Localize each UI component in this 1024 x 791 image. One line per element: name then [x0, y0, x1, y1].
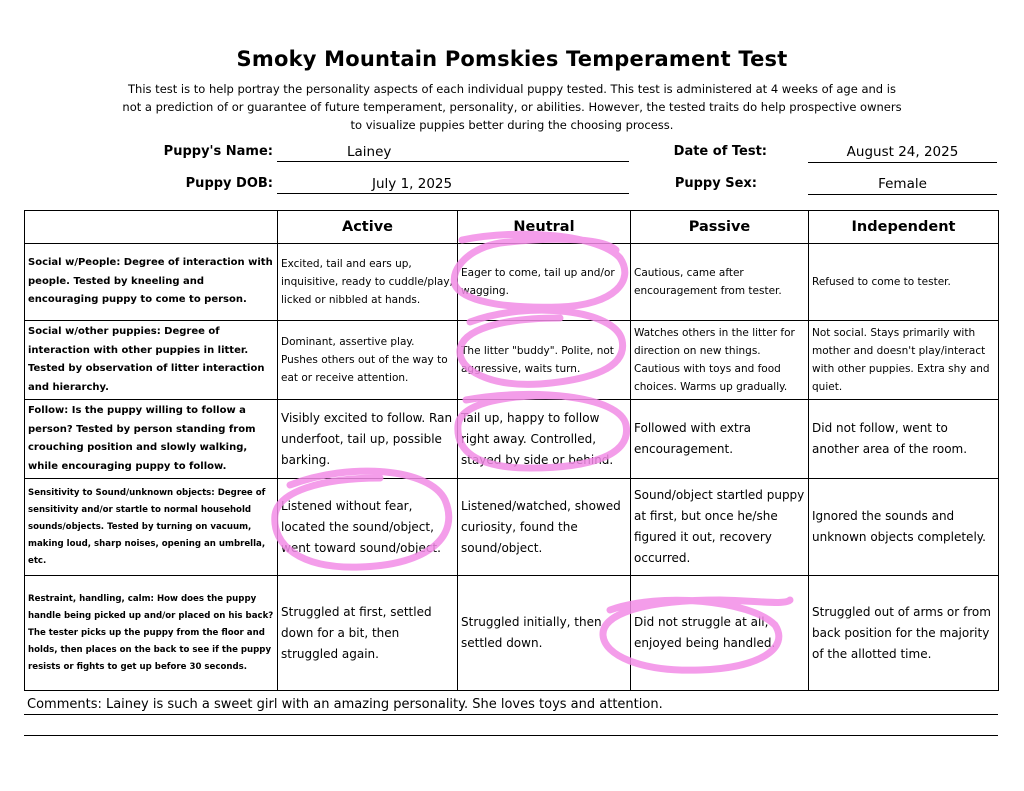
table-cell: Dominant, assertive play. Pushes others out of the way to eat or receive attention. [278, 321, 458, 400]
table-cell: Not social. Stays primarily with mother and doesn't play/interact with other puppies. Extra shy and quiet. [809, 321, 999, 400]
corner-cell [25, 211, 278, 244]
table-cell: The litter "buddy". Polite, not aggressive, waits turn. [458, 321, 631, 400]
table-cell: Ignored the sounds and unknown objects completely. [809, 479, 999, 576]
table-cell: Did not follow, went to another area of the room. [809, 400, 999, 479]
page-title: Smoky Mountain Pomskies Temperament Test [236, 47, 788, 71]
temperament-table [24, 210, 999, 691]
column-header-passive: Passive [631, 211, 809, 244]
table-cell: Sound/object startled puppy at first, but once he/she figured it out, recovery occurred. [631, 479, 809, 576]
table-cell: Did not struggle at all, enjoyed being handled. [631, 576, 809, 691]
puppy-name-value: Lainey [277, 142, 629, 162]
header-row [25, 211, 999, 244]
comments-blank-line [24, 735, 998, 736]
puppy-sex-value: Female [808, 174, 997, 195]
table-cell: Cautious, came after encouragement from tester. [631, 244, 809, 321]
puppy-dob-value: July 1, 2025 [277, 174, 629, 194]
table-row [25, 400, 999, 479]
puppy-dob-label: Puppy DOB: [185, 176, 273, 191]
table-row [25, 479, 999, 576]
table-cell: Followed with extra encouragement. [631, 400, 809, 479]
comments-line: Comments: Lainey is such a sweet girl with an amazing personality. She loves toys and attention. [24, 694, 998, 715]
table-cell: Watches others in the litter for direction on new things. Cautious with toys and food choices. Warms up gradually. [631, 321, 809, 400]
row-label-sensitivity: Sensitivity to Sound/unknown objects: Degree of sensitivity and/or startle to normal household sounds/objects. Tested by turning on vacuum, making loud, sharp noises, opening an umbrella, etc. [25, 479, 278, 576]
table-cell: Struggled out of arms or from back position for the majority of the allotted time. [809, 576, 999, 691]
table-cell: Refused to come to tester. [809, 244, 999, 321]
table-cell: Eager to come, tail up and/or wagging. [458, 244, 631, 321]
table-cell: Listened/watched, showed curiosity, found the sound/object. [458, 479, 631, 576]
table-cell: Tail up, happy to follow right away. Controlled, stayed by side or behind. [458, 400, 631, 479]
row-label-social-puppies: Social w/other puppies: Degree of interaction with other puppies in litter. Tested by observation of litter interaction and hierarchy. [25, 321, 278, 400]
intro-paragraph: This test is to help portray the personality aspects of each individual puppy tested. This test is administered at 4 weeks of age and is not a prediction of or guarantee of future temperament, personality, or abilities. However, the tested traits do help prospective owners to visualize puppies better during the choosing process. [122, 82, 902, 132]
table-cell: Visibly excited to follow. Ran underfoot, tail up, possible barking. [278, 400, 458, 479]
table-row [25, 244, 999, 321]
table-row [25, 576, 999, 691]
table-cell: Struggled at first, settled down for a bit, then struggled again. [278, 576, 458, 691]
date-of-test-label: Date of Test: [673, 144, 767, 159]
row-label-social-people: Social w/People: Degree of interaction with people. Tested by kneeling and encouraging puppy to come to person. [25, 244, 278, 321]
table-cell: Struggled initially, then settled down. [458, 576, 631, 691]
row-label-follow: Follow: Is the puppy willing to follow a person? Tested by person standing from crouching position and slowly walking, while encouraging puppy to follow. [25, 400, 278, 479]
puppy-sex-label: Puppy Sex: [674, 176, 757, 191]
table-row [25, 321, 999, 400]
table-cell: Listened without fear, located the sound/object, went toward sound/object. [278, 479, 458, 576]
column-header-independent: Independent [809, 211, 999, 244]
puppy-name-label: Puppy's Name: [163, 144, 273, 159]
date-of-test-value: August 24, 2025 [808, 142, 997, 163]
table-cell: Excited, tail and ears up, inquisitive, ready to cuddle/play, licked or nibbled at hands. [278, 244, 458, 321]
row-label-restraint: Restraint, handling, calm: How does the puppy handle being picked up and/or placed on his back? The tester picks up the puppy from the floor and holds, then places on the back to see if the puppy resists or fights to get up before 30 seconds. [25, 576, 278, 691]
column-header-active: Active [278, 211, 458, 244]
column-header-neutral: Neutral [458, 211, 631, 244]
